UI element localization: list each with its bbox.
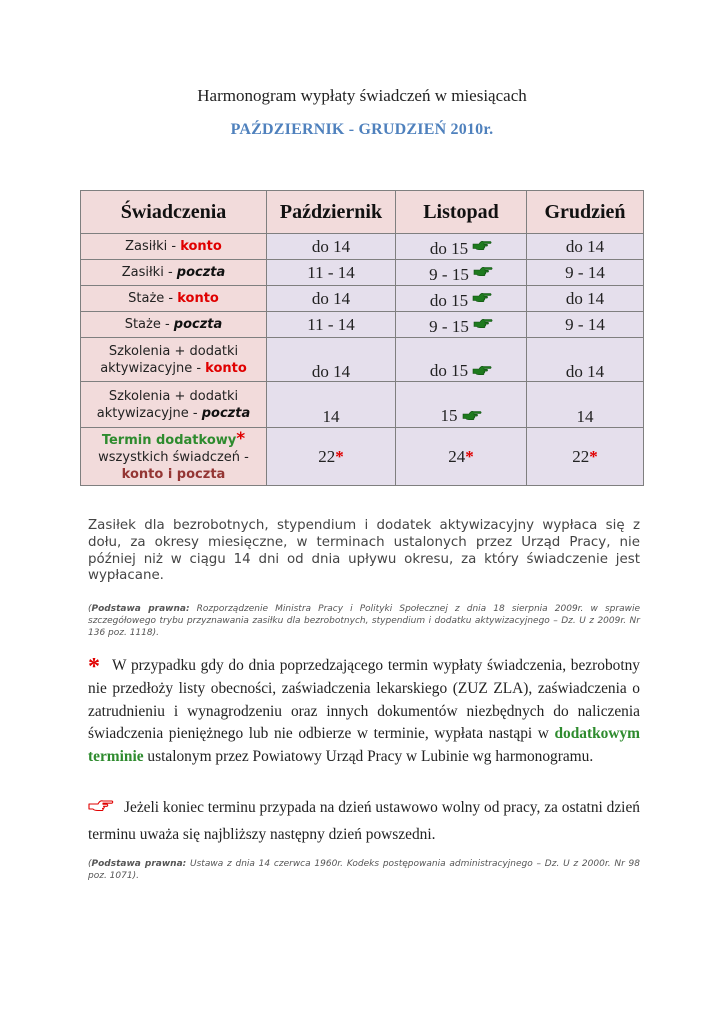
row-label-text: Staże - (124, 317, 174, 332)
asterisk-icon: * (88, 654, 100, 680)
row-label (81, 286, 267, 312)
note-paren: ( (88, 859, 92, 869)
pointing-hand-icon (472, 237, 492, 257)
cell-november-text: do 15 (429, 290, 469, 310)
cell-november-text: 15 (440, 405, 458, 425)
pointing-hand-icon (462, 407, 482, 427)
cell-november (396, 234, 527, 260)
table-row (81, 338, 644, 382)
paragraph-text: W przypadku gdy do dnia poprzedzającego termin wypłaty świadczenia, bezrobotny nie przedłoży listy obecności, zaświadczenia lekarskiego (ZUZ ZLA), zaświadczenia o zatrudnieniu i wynagrodzeniu oraz innych dokumentów niezbędnych do naliczenia świadczenia pieniężnego lub nie odbierze w terminie, wypłata nastąpi w (88, 657, 640, 743)
row-label-method: poczta (201, 405, 251, 421)
row-label-method: konto (177, 291, 219, 306)
row-label-text: aktywizacyjne - (100, 360, 206, 376)
asterisk-icon: * (236, 428, 246, 449)
pointing-hand-icon (472, 362, 492, 382)
schedule-table (80, 190, 644, 486)
header-november: Listopad (396, 191, 527, 234)
table-row (81, 234, 644, 260)
cell-october: do 14 (267, 286, 396, 312)
note-paren: ( (88, 604, 92, 614)
cell-november (396, 338, 527, 382)
table-row (81, 382, 644, 428)
row-label (81, 260, 267, 286)
row-label-text: Zasiłki - (125, 239, 181, 254)
cell-december: 9 - 14 (527, 312, 644, 338)
pointing-hand-icon (473, 315, 493, 335)
cell-october (267, 382, 396, 428)
cell-october (267, 338, 396, 382)
asterisk-icon: * (465, 446, 474, 466)
row-label-text: aktywizacyjne - (96, 405, 202, 421)
page-subtitle: PAŹDZIERNIK - GRUDZIEŃ 2010r. (230, 121, 494, 138)
cell-december (527, 338, 644, 382)
cell-october: 11 - 14 (267, 260, 396, 286)
row-label-line1: Szkolenia + dodatki (108, 343, 239, 359)
legal-basis-note (88, 858, 640, 882)
cell-november (396, 260, 527, 286)
cell-december: do 14 (527, 286, 644, 312)
cell-october-text: 14 (322, 406, 340, 426)
row-label-method: poczta (176, 265, 226, 280)
header-december: Grudzień (527, 191, 644, 234)
cell-october (267, 428, 396, 486)
row-label-method: konto i poczta (121, 466, 226, 482)
row-label (81, 338, 267, 382)
highlight-text: dodatkowym terminie (88, 725, 640, 765)
row-label (81, 382, 267, 428)
cell-october: do 14 (267, 234, 396, 260)
asterisk-icon: * (589, 446, 598, 466)
note-text: Rozporządzenie Ministra Pracy i Polityki Społecznej z dnia 18 sierpnia 2009r. w sprawie szczegółowego trybu przyznawania zasiłku dla bezrobotnych, stypendium i dodatku aktywizacyjnego – Dz. U z 2009r. Nr 136 poz. 1118). (88, 604, 640, 638)
row-label (81, 234, 267, 260)
note-heading: Podstawa prawna: (91, 604, 190, 614)
header-benefits: Świadczenia (81, 191, 267, 234)
cell-november-text: 24 (448, 446, 466, 466)
holiday-paragraph (88, 795, 640, 847)
row-label-method: konto (205, 360, 247, 376)
cell-december-text: 22 (572, 446, 590, 466)
cell-november-text: do 15 (429, 360, 469, 380)
cell-november (396, 428, 527, 486)
cell-december (527, 428, 644, 486)
asterisk-icon: * (335, 446, 344, 466)
paragraph-text: ustalonym przez Powiatowy Urząd Pracy w Lubinie wg harmonogramu. (143, 747, 594, 765)
note-heading: Podstawa prawna: (91, 859, 187, 869)
pointing-hand-outline-icon (88, 797, 114, 822)
cell-november (396, 286, 527, 312)
legal-basis-note (88, 603, 640, 639)
cell-november (396, 382, 527, 428)
table-row (81, 312, 644, 338)
table-header-row (81, 191, 644, 234)
cell-december: do 14 (527, 234, 644, 260)
cell-november-text: do 15 (429, 238, 469, 258)
extra-term-paragraph (88, 655, 640, 768)
extra-term-label: Termin dodatkowy (101, 432, 237, 448)
row-label-text: Staże - (128, 291, 178, 306)
page-title: Harmonogram wypłaty świadczeń w miesiącach (197, 86, 527, 105)
cell-december-text: do 14 (565, 361, 605, 381)
cell-november (396, 312, 527, 338)
cell-december (527, 382, 644, 428)
row-label (81, 428, 267, 486)
header-october: Październik (267, 191, 396, 234)
paragraph-text: Jeżeli koniec terminu przypada na dzień ustawowo wolny od pracy, za ostatni dzień terminu uważa się najbliższy następny dzień powszedni. (88, 799, 640, 843)
row-label-text: wszystkich świadczeń - (98, 449, 249, 465)
cell-december: 9 - 14 (527, 260, 644, 286)
table-row (81, 260, 644, 286)
row-label-method: poczta (173, 317, 223, 332)
row-label (81, 312, 267, 338)
pointing-hand-icon (473, 263, 493, 283)
pointing-hand-icon (472, 289, 492, 309)
row-label-text: Zasiłki - (121, 265, 177, 280)
cell-october-text: do 14 (311, 361, 351, 381)
note-text: Ustawa z dnia 14 czerwca 1960r. Kodeks postępowania administracyjnego – Dz. U z 2000r. Nr 98 poz. 1071). (88, 859, 640, 881)
row-label-method: konto (180, 239, 222, 254)
cell-november-text: 9 - 15 (429, 264, 469, 284)
table-row (81, 286, 644, 312)
cell-october-text: 22 (318, 446, 336, 466)
info-paragraph: Zasiłek dla bezrobotnych, stypendium i dodatek aktywizacyjny wypłaca się z dołu, za okresy miesięczne, w terminach ustalonych przez Urząd Pracy, nie później niż w ciągu 14 dni od dnia upływu okresu, za który świadczenie jest wypłacane. (88, 518, 640, 584)
table-row-extra (81, 428, 644, 486)
cell-october: 11 - 14 (267, 312, 396, 338)
cell-november-text: 9 - 15 (429, 316, 469, 336)
cell-december-text: 14 (576, 406, 594, 426)
row-label-line1: Szkolenia + dodatki (108, 388, 239, 404)
